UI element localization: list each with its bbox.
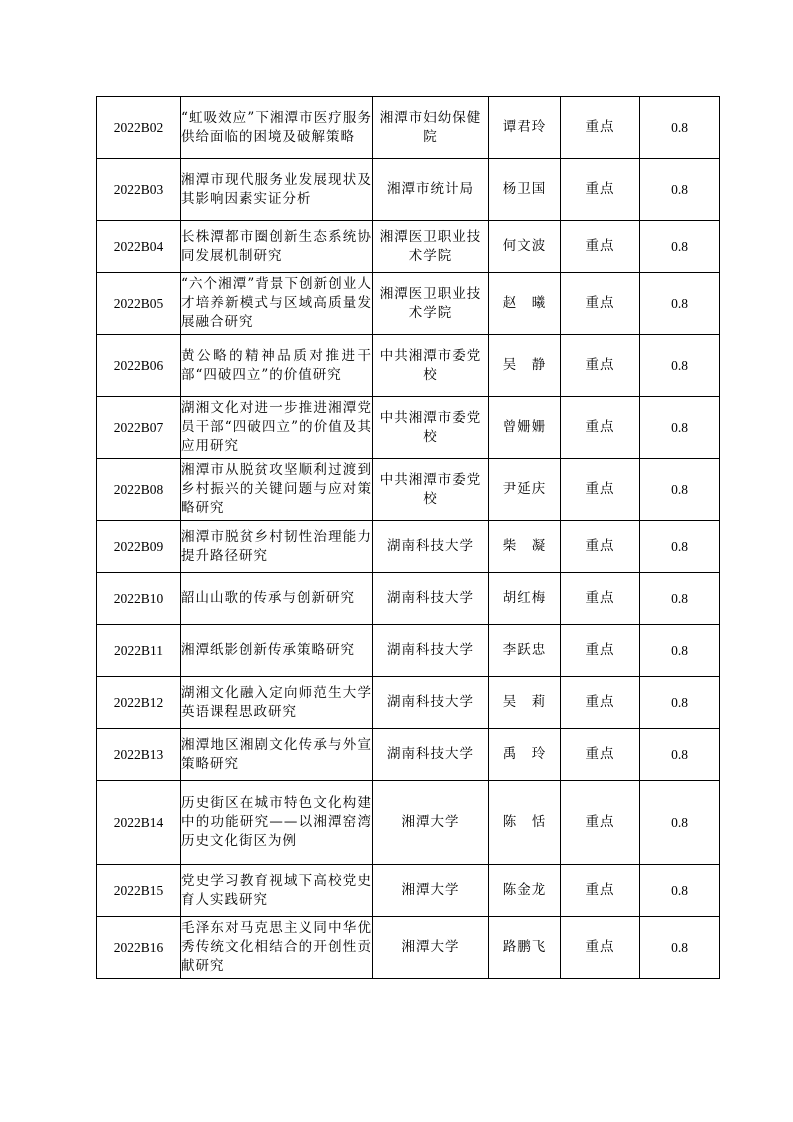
project-funding: 0.8 [640, 273, 720, 335]
project-unit: 中共湘潭市委党校 [373, 397, 489, 459]
project-level: 重点 [561, 397, 640, 459]
project-level: 重点 [561, 159, 640, 221]
table-row [97, 781, 720, 865]
project-unit: 中共湘潭市委党校 [373, 335, 489, 397]
project-leader: 尹延庆 [489, 459, 561, 521]
project-code: 2022B14 [97, 781, 181, 865]
project-level: 重点 [561, 625, 640, 677]
project-unit: 湘潭大学 [373, 865, 489, 917]
project-title: 湖湘文化融入定向师范生大学英语课程思政研究 [181, 677, 373, 729]
project-code: 2022B08 [97, 459, 181, 521]
table-row [97, 459, 720, 521]
project-unit: 湘潭医卫职业技术学院 [373, 221, 489, 273]
project-title: 毛泽东对马克思主义同中华优秀传统文化相结合的开创性贡献研究 [181, 917, 373, 979]
project-code: 2022B10 [97, 573, 181, 625]
project-table [96, 96, 720, 979]
project-code: 2022B13 [97, 729, 181, 781]
table-row [97, 729, 720, 781]
project-funding: 0.8 [640, 459, 720, 521]
project-title: 韶山山歌的传承与创新研究 [181, 573, 373, 625]
project-code: 2022B15 [97, 865, 181, 917]
project-title: 党史学习教育视域下高校党史育人实践研究 [181, 865, 373, 917]
project-leader: 赵 曦 [489, 273, 561, 335]
project-unit: 中共湘潭市委党校 [373, 459, 489, 521]
table-row [97, 677, 720, 729]
project-code: 2022B02 [97, 97, 181, 159]
project-code: 2022B09 [97, 521, 181, 573]
table-row [97, 97, 720, 159]
project-title: 湘潭地区湘剧文化传承与外宣策略研究 [181, 729, 373, 781]
project-unit: 湘潭市妇幼保健院 [373, 97, 489, 159]
project-level: 重点 [561, 459, 640, 521]
table-row [97, 573, 720, 625]
project-level: 重点 [561, 677, 640, 729]
project-unit: 湖南科技大学 [373, 521, 489, 573]
project-leader: 曾姗姗 [489, 397, 561, 459]
project-leader: 柴 凝 [489, 521, 561, 573]
project-level: 重点 [561, 273, 640, 335]
project-unit: 湘潭大学 [373, 781, 489, 865]
project-level: 重点 [561, 335, 640, 397]
project-code: 2022B05 [97, 273, 181, 335]
project-level: 重点 [561, 781, 640, 865]
project-title: “六个湘潭”背景下创新创业人才培养新模式与区域高质量发展融合研究 [181, 273, 373, 335]
project-level: 重点 [561, 729, 640, 781]
project-leader: 何文波 [489, 221, 561, 273]
project-leader: 陈金龙 [489, 865, 561, 917]
project-funding: 0.8 [640, 335, 720, 397]
table-row [97, 397, 720, 459]
project-leader: 吴 莉 [489, 677, 561, 729]
project-unit: 湘潭医卫职业技术学院 [373, 273, 489, 335]
project-funding: 0.8 [640, 865, 720, 917]
table-row [97, 159, 720, 221]
project-funding: 0.8 [640, 521, 720, 573]
project-title: 湘潭市脱贫乡村韧性治理能力提升路径研究 [181, 521, 373, 573]
project-code: 2022B12 [97, 677, 181, 729]
project-leader: 禹 玲 [489, 729, 561, 781]
project-unit: 湖南科技大学 [373, 573, 489, 625]
project-title: 湖湘文化对进一步推进湘潭党员干部“四破四立”的价值及其应用研究 [181, 397, 373, 459]
project-level: 重点 [561, 97, 640, 159]
project-unit: 湖南科技大学 [373, 729, 489, 781]
project-code: 2022B04 [97, 221, 181, 273]
project-funding: 0.8 [640, 917, 720, 979]
project-leader: 陈 恬 [489, 781, 561, 865]
table-row [97, 221, 720, 273]
table-row [97, 335, 720, 397]
project-funding: 0.8 [640, 97, 720, 159]
project-funding: 0.8 [640, 781, 720, 865]
project-unit: 湖南科技大学 [373, 625, 489, 677]
project-title: 黄公略的精神品质对推进干部“四破四立”的价值研究 [181, 335, 373, 397]
table-row [97, 273, 720, 335]
project-level: 重点 [561, 221, 640, 273]
project-title: 湘潭市从脱贫攻坚顺利过渡到乡村振兴的关键问题与应对策略研究 [181, 459, 373, 521]
project-unit: 湘潭大学 [373, 917, 489, 979]
project-table-body [97, 97, 720, 979]
project-funding: 0.8 [640, 729, 720, 781]
project-title: 湘潭市现代服务业发展现状及其影响因素实证分析 [181, 159, 373, 221]
project-leader: 杨卫国 [489, 159, 561, 221]
project-title: 湘潭纸影创新传承策略研究 [181, 625, 373, 677]
project-unit: 湘潭市统计局 [373, 159, 489, 221]
project-code: 2022B06 [97, 335, 181, 397]
project-unit: 湖南科技大学 [373, 677, 489, 729]
project-funding: 0.8 [640, 625, 720, 677]
project-title: 历史街区在城市特色文化构建中的功能研究——以湘潭窑湾历史文化街区为例 [181, 781, 373, 865]
project-title: “虹吸效应”下湘潭市医疗服务供给面临的困境及破解策略 [181, 97, 373, 159]
project-funding: 0.8 [640, 677, 720, 729]
project-title: 长株潭都市圈创新生态系统协同发展机制研究 [181, 221, 373, 273]
project-code: 2022B16 [97, 917, 181, 979]
table-row [97, 625, 720, 677]
project-leader: 吴 静 [489, 335, 561, 397]
project-leader: 谭君玲 [489, 97, 561, 159]
table-row [97, 865, 720, 917]
project-leader: 路鹏飞 [489, 917, 561, 979]
project-level: 重点 [561, 865, 640, 917]
project-level: 重点 [561, 521, 640, 573]
project-code: 2022B07 [97, 397, 181, 459]
project-level: 重点 [561, 917, 640, 979]
project-code: 2022B03 [97, 159, 181, 221]
project-code: 2022B11 [97, 625, 181, 677]
project-level: 重点 [561, 573, 640, 625]
table-row [97, 521, 720, 573]
table-row [97, 917, 720, 979]
project-funding: 0.8 [640, 221, 720, 273]
project-leader: 胡红梅 [489, 573, 561, 625]
project-funding: 0.8 [640, 573, 720, 625]
project-leader: 李跃忠 [489, 625, 561, 677]
project-funding: 0.8 [640, 397, 720, 459]
project-funding: 0.8 [640, 159, 720, 221]
